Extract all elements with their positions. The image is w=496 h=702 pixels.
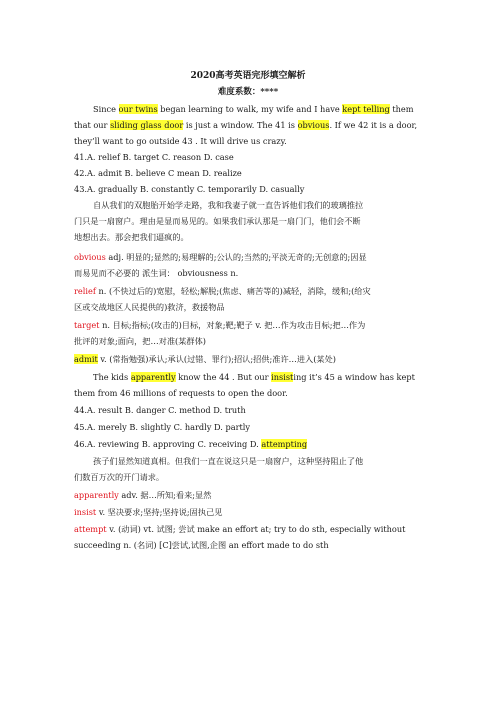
- option-45: 45.A. merely B. slightly C. hardly D. partly: [74, 422, 251, 432]
- translation-1-line-2: 门只是一扇窗户。理由是显而易见的。如果我们承认那是一扇门门，他们会不断: [74, 216, 361, 226]
- vocab-attempt-line-1: attempt v. (动词) vt. 试图; 尝试 make an effort at; try to do sth, especially without: [74, 524, 406, 534]
- vocab-target-line-1: target n. 目标;指标;(攻击的)目标，对象;靶;靶子 v. 把…作为攻击目标;把…作为: [74, 320, 366, 330]
- vocab-apparently-line: apparently adv. 据…所知;看来;显然: [74, 490, 212, 500]
- vocab-obvious-line-1: obvious adj. 明显的;显然的;易理解的;公认的;当然的;平淡无奇的;无创意的;因显: [74, 252, 367, 262]
- vocab-attempt-line-2: succeeding n. (名词) [C]尝试,试图,企图 an effort made to do sth: [74, 540, 329, 550]
- vocab-admit-line: admit v. (常指勉强)承认;承认(过错、罪行);招认;招供;准许…进入(某处): [74, 354, 336, 364]
- option-43: 43.A. gradually B. constantly C. temporarily D. casually: [74, 184, 305, 194]
- vocab-insist-line: insist v. 坚决要求;坚持;坚持说;固执己见: [74, 507, 223, 517]
- translation-2-line-1: 孩子们显然知道真相。但我们一直在说这只是一扇窗户，这种坚持阻止了他: [93, 456, 364, 466]
- passage-line-3: they’ll want to go outside 43 . It will drive us crazy.: [74, 136, 287, 146]
- translation-1-line-3: 地想出去。那会把我们逼疯的。: [74, 232, 189, 242]
- doc-title: 2020高考英语完形填空解析: [190, 71, 306, 81]
- option-41: 41.A. relief B. target C. reason D. case: [74, 152, 234, 162]
- translation-2-line-2: 们数百万次的开门请求。: [74, 472, 165, 482]
- vocab-obvious-line-2: 而易见而不必要的 派生词： obviousness n.: [74, 268, 239, 278]
- vocab-target-line-2: 批评的对象;面向，把…对准(某群体): [74, 336, 206, 346]
- passage-line-4: The kids apparently know the 44 . But our insisting it’s 45 a window has kept: [93, 372, 415, 382]
- option-44: 44.A. result B. danger C. method D. truth: [74, 405, 246, 415]
- option-46: 46.A. reviewing B. approving C. receiving D. attempting: [74, 439, 308, 449]
- option-42: 42.A. admit B. believe C mean D. realize: [74, 168, 242, 178]
- translation-1-line-1: 自从我们的双胞胎开始学走路，我和我妻子就一直告诉他们我们的玻璃推拉: [93, 200, 364, 210]
- passage-line-5: them from 46 millions of requests to open the door.: [74, 388, 288, 398]
- passage-line-1: Since our twins began learning to walk, my wife and I have kept telling them: [93, 104, 414, 114]
- vocab-relief-line-1: relief n. (不快过后的)宽慰，轻松;解脱;(焦虑、痛苦等的)减轻，消除，缓和;(给灾: [74, 286, 371, 296]
- vocab-relief-line-2: 区或交战地区人民提供的)救济，救援物品: [74, 302, 225, 312]
- passage-line-2: that our sliding glass door is just a window. The 41 is obvious. If we 42 it is a door,: [74, 120, 418, 130]
- difficulty-line: 难度系数：****: [217, 87, 279, 97]
